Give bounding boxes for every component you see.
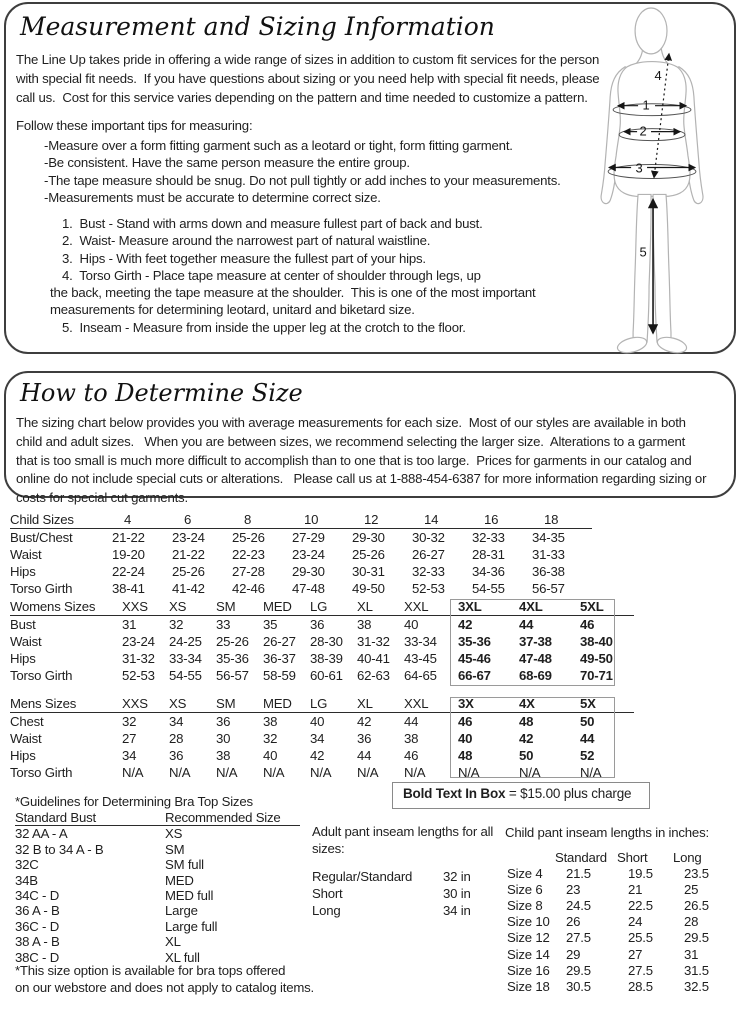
table-cell: 32.5 [684, 978, 709, 994]
table-cell: 34 [122, 748, 137, 763]
table-cell: 26.5 [684, 898, 709, 914]
table-cell: Size 18 [507, 978, 550, 994]
table-cell: 31-32 [357, 634, 390, 649]
tips-heading: Follow these important tips for measuring: [16, 118, 253, 133]
table-cell: 23-24 [122, 634, 155, 649]
table-cell: XS [169, 695, 216, 713]
table-row [507, 979, 731, 995]
table-cell: Chest [10, 714, 44, 729]
table-cell: 42 [357, 714, 372, 729]
table-cell: 23.5 [684, 866, 709, 882]
table-cell: 47-48 [292, 581, 325, 596]
table-row [10, 580, 592, 597]
table-row [507, 947, 731, 963]
table-cell: 27-28 [232, 564, 265, 579]
table-cell: 50 [519, 748, 534, 763]
table-cell: Regular/Standard [312, 869, 413, 884]
table-cell: 34B [15, 872, 38, 888]
table-cell: 34-35 [532, 530, 565, 545]
table-cell: 35 [263, 617, 278, 632]
table-cell: 37-38 [519, 634, 552, 649]
table-cell: Size 10 [507, 914, 550, 930]
table-cell: 23-24 [172, 530, 205, 545]
step-line: 1. Bust - Stand with arms down and measure fullest part of back and bust. [62, 216, 483, 231]
table-cell: 35-36 [458, 634, 491, 649]
table-cell: 32C [15, 857, 39, 873]
table-cell: XS [165, 826, 183, 842]
table-cell: 34-36 [472, 564, 505, 579]
table-cell: 56-57 [216, 668, 249, 683]
table-cell: 52-53 [412, 581, 445, 596]
table-cell: 38 [404, 731, 419, 746]
table-cell: Waist [10, 547, 42, 562]
measuring-tips-list [44, 137, 561, 206]
table-cell: 33 [216, 617, 231, 632]
table-row [10, 546, 592, 563]
table-cell: 25-26 [216, 634, 249, 649]
table-cell: 16 [472, 511, 532, 529]
table-cell: XL [357, 695, 404, 713]
table-cell: XXS [122, 695, 169, 713]
table-cell: XL [165, 934, 181, 950]
table-cell: Bust/Chest [10, 530, 73, 545]
table-cell: 40 [404, 617, 419, 632]
child-inseam-heading: Child pant inseam lengths in inches: [505, 825, 709, 840]
table-cell: 36-37 [263, 651, 296, 666]
table-cell: 42-46 [232, 581, 265, 596]
table-cell: N/A [580, 765, 602, 780]
surcharge-note [392, 782, 650, 809]
table-cell: XL full [165, 949, 200, 965]
table-cell: 38 [263, 714, 278, 729]
table-cell: 22-23 [232, 547, 265, 562]
table-cell: 28 [169, 731, 184, 746]
table-cell: 34 in [443, 903, 471, 918]
table-cell: 10 [292, 511, 352, 529]
table-row [15, 919, 300, 934]
table-cell: 25-26 [172, 564, 205, 579]
table-cell: Short [312, 886, 343, 901]
surcharge-note-bold: Bold Text In Box [403, 786, 506, 801]
table-row [507, 850, 731, 866]
table-row [10, 563, 592, 580]
table-cell: 5XL [573, 598, 634, 616]
table-cell: 26 [566, 914, 581, 930]
table-cell: 46 [404, 748, 419, 763]
hips-label: 3 [635, 160, 643, 176]
table-cell: 42 [310, 748, 325, 763]
table-cell: Waist [10, 634, 42, 649]
table-cell: 30 in [443, 886, 471, 901]
table-cell: 27 [628, 946, 643, 962]
table-cell: 40-41 [357, 651, 390, 666]
table-row [507, 866, 731, 882]
table-cell: 35-36 [216, 651, 249, 666]
table-cell: 25.5 [628, 930, 653, 946]
table-cell: 29.5 [566, 962, 591, 978]
table-cell: Size 6 [507, 882, 543, 898]
table-cell: Hips [10, 564, 36, 579]
table-cell: 36 [169, 748, 184, 763]
child-sizes-table [10, 511, 592, 597]
body-measurement-diagram [594, 4, 736, 354]
table-cell: N/A [357, 765, 379, 780]
adult-inseam-heading: Adult pant inseam lengths for all sizes: [312, 824, 497, 856]
table-cell: 28-31 [472, 547, 505, 562]
table-cell: Womens Sizes [10, 598, 122, 616]
surcharge-note-rest: = $15.00 plus charge [505, 786, 632, 801]
table-cell: 32 [263, 731, 278, 746]
step-line: 3. Hips - With feet together measure the fullest part of your hips. [62, 250, 426, 266]
table-cell: 48 [458, 748, 473, 763]
table-cell: 32 [122, 714, 137, 729]
table-cell: 44 [519, 617, 534, 632]
table-row [15, 903, 300, 918]
table-cell: XS [169, 598, 216, 616]
child-inseam-table [507, 850, 731, 995]
table-cell: 38-41 [112, 581, 145, 596]
table-cell: 3X [451, 695, 512, 713]
tip-line: -Be consistent. Have the same person measure the entire group. [44, 155, 410, 171]
table-row [507, 898, 731, 914]
table-row [507, 882, 731, 898]
table-cell: 19.5 [628, 866, 653, 882]
table-cell: MED [263, 695, 310, 713]
table-cell: 8 [232, 511, 292, 529]
table-row [312, 902, 503, 919]
table-cell: 44 [580, 731, 595, 746]
table-cell: Torso Girth [10, 581, 73, 596]
table-row [10, 511, 592, 529]
table-cell: N/A [519, 765, 541, 780]
table-cell: 32 AA - A [15, 826, 68, 842]
table-cell: Torso Girth [10, 668, 73, 683]
table-row [15, 842, 300, 857]
table-cell: 27.5 [566, 930, 591, 946]
table-cell: 38-40 [580, 634, 613, 649]
table-cell: 36-38 [532, 564, 565, 579]
table-cell: 28.5 [628, 978, 653, 994]
table-cell: 49-50 [352, 581, 385, 596]
table-cell: 42 [519, 731, 534, 746]
table-cell: 36C - D [15, 918, 60, 934]
step-line: the back, meeting the tape measure at the shoulder. This is one of the most important [50, 285, 536, 301]
table-cell: Child Sizes [10, 511, 112, 529]
table-cell: 26-27 [412, 547, 445, 562]
table-cell: 21 [628, 882, 643, 898]
table-cell: 23-24 [292, 547, 325, 562]
table-cell: N/A [310, 765, 332, 780]
table-cell: 46 [580, 617, 595, 632]
table-cell: 30.5 [566, 978, 591, 994]
table-cell: 36 [310, 617, 325, 632]
table-cell: 40 [458, 731, 473, 746]
table-cell: 40 [310, 714, 325, 729]
table-cell: Standard [555, 850, 607, 865]
table-cell: 31 [684, 946, 699, 962]
table-cell: 66-67 [458, 668, 491, 683]
tip-line: -The tape measure should be snug. Do not pull tightly or add inches to your measurements. [44, 172, 561, 188]
table-cell: LG [310, 695, 357, 713]
table-cell: 27.5 [628, 962, 653, 978]
table-cell: Size 8 [507, 898, 543, 914]
inseam-label: 5 [639, 244, 647, 260]
table-row [312, 868, 503, 885]
determine-size-panel [4, 371, 736, 506]
table-cell: SM full [165, 857, 204, 873]
table-cell: Size 16 [507, 962, 550, 978]
table-cell: 12 [352, 511, 412, 529]
table-cell: Long [673, 850, 702, 865]
table-cell: Size 12 [507, 930, 550, 946]
table-cell: 33-34 [169, 651, 202, 666]
table-cell: 45-46 [458, 651, 491, 666]
table-cell: Short [617, 850, 648, 865]
table-cell: 24 [628, 914, 643, 930]
table-cell: 44 [357, 748, 372, 763]
table-row [507, 914, 731, 930]
table-cell: 36 A - B [15, 903, 60, 919]
table-cell: 6 [172, 511, 232, 529]
table-cell: Waist [10, 731, 42, 746]
table-cell: 47-48 [519, 651, 552, 666]
table-cell: 28 [684, 914, 699, 930]
table-cell: 49-50 [580, 651, 613, 666]
table-cell: 48 [519, 714, 534, 729]
table-cell: 22.5 [628, 898, 653, 914]
table-cell: 58-59 [263, 668, 296, 683]
tip-line: -Measurements must be accurate to determine correct size. [44, 189, 381, 205]
table-cell: Hips [10, 651, 36, 666]
table-row [10, 529, 592, 547]
table-cell: Mens Sizes [10, 695, 122, 713]
table-cell: LG [310, 598, 357, 616]
table-cell: 21-22 [112, 530, 145, 545]
table-cell: 44 [404, 714, 419, 729]
table-cell: 34 [169, 714, 184, 729]
table-cell: 21.5 [566, 866, 591, 882]
table-cell: Long [312, 903, 341, 918]
table-cell: Recommended Size [165, 810, 300, 826]
determine-size-paragraph: The sizing chart below provides you with average measurements for each size. Most of our styles are available in both child and adult sizes. When you are between sizes, we recommend selecting the larger size. Alterations to a garment that is too small is much more difficult to accomplish than to one that is too large. Prices for garments in our catalog and online do not include special cuts or alterations. Please call us at 1-888-454-6387 for more information regarding sizing or costs for special cut garments. [16, 415, 710, 506]
bra-footnote-line: on our webstore and does not apply to catalog items. [15, 980, 314, 995]
table-cell: 32 [169, 617, 184, 632]
table-row [15, 934, 300, 949]
table-cell: N/A [169, 765, 191, 780]
step-line: 5. Inseam - Measure from inside the upper leg at the crotch to the floor. [62, 319, 466, 335]
table-row [15, 810, 300, 826]
table-cell: 4 [112, 511, 172, 529]
table-cell: 30 [216, 731, 231, 746]
table-cell: 14 [412, 511, 472, 529]
table-cell: 34 [310, 731, 325, 746]
table-cell: 38C - D [15, 949, 60, 965]
table-cell: 41-42 [172, 581, 205, 596]
table-cell: 46 [458, 714, 473, 729]
table-cell: XXL [404, 598, 451, 616]
table-cell: 30-32 [412, 530, 445, 545]
table-cell: 36 [357, 731, 372, 746]
table-cell: 19-20 [112, 547, 145, 562]
table-cell: 3XL [451, 598, 512, 616]
table-cell: 68-69 [519, 668, 552, 683]
table-cell: N/A [404, 765, 426, 780]
table-cell: 28-30 [310, 634, 343, 649]
table-cell: 29 [566, 946, 581, 962]
table-cell: 29.5 [684, 930, 709, 946]
womens-plus-size-box [450, 599, 615, 686]
table-cell: 38 [357, 617, 372, 632]
table-cell: 32-33 [412, 564, 445, 579]
step-line: 2. Waist- Measure around the narrowest part of natural waistline. [62, 233, 431, 249]
table-cell: 23 [566, 882, 581, 898]
measurement-panel-title: Measurement and Sizing Information [20, 12, 495, 41]
table-cell: N/A [263, 765, 285, 780]
table-cell: 29-30 [352, 530, 385, 545]
table-cell: 27-29 [292, 530, 325, 545]
table-cell: XL [357, 598, 404, 616]
table-row [15, 826, 300, 842]
table-cell: MED [165, 872, 194, 888]
table-cell: 24.5 [566, 898, 591, 914]
table-cell: 56-57 [532, 581, 565, 596]
table-cell: 33-34 [404, 634, 437, 649]
table-cell: 5X [573, 695, 634, 713]
table-cell: 31.5 [684, 962, 709, 978]
table-cell: XXL [404, 695, 451, 713]
table-cell: 34C - D [15, 888, 60, 904]
bra-guidelines-heading: *Guidelines for Determining Bra Top Sizes [15, 794, 253, 809]
adult-inseam-table [312, 868, 503, 919]
table-cell [507, 850, 555, 866]
table-cell: 31 [122, 617, 137, 632]
table-cell: 54-55 [472, 581, 505, 596]
table-cell: 54-55 [169, 668, 202, 683]
table-cell: N/A [122, 765, 144, 780]
table-cell: 29-30 [292, 564, 325, 579]
table-row [15, 873, 300, 888]
table-cell: 31-32 [122, 651, 155, 666]
table-cell: SM [216, 598, 263, 616]
table-cell: 43-45 [404, 651, 437, 666]
table-row [507, 963, 731, 979]
step-line: measurements for determining leotard, unitard and biketard size. [50, 302, 415, 318]
table-cell: 25 [684, 882, 699, 898]
table-cell: N/A [458, 765, 480, 780]
body-outline [601, 8, 703, 354]
table-cell: 25-26 [232, 530, 265, 545]
table-cell: 36 [216, 714, 231, 729]
intro-paragraph: The Line Up takes pride in offering a wide range of sizes in addition to custom fit services for the person with special fit needs. If you have questions about sizing or you need help with special fit needs, please call us. Cost for this service varies depending on the pattern and time needed to customize a pattern. [16, 52, 603, 105]
torso-girth-label: 4 [654, 67, 662, 83]
table-row [15, 888, 300, 903]
table-cell: 30-31 [352, 564, 385, 579]
table-cell: Size 4 [507, 866, 543, 882]
table-cell: 18 [532, 511, 592, 529]
table-cell: 32 B to 34 A - B [15, 841, 104, 857]
table-cell: 21-22 [172, 547, 205, 562]
table-cell: 38-39 [310, 651, 343, 666]
table-cell: 38 [216, 748, 231, 763]
table-cell: 31-33 [532, 547, 565, 562]
table-cell: 60-61 [310, 668, 343, 683]
table-cell: MED [263, 598, 310, 616]
step-line: 4. Torso Girth - Place tape measure at center of shoulder through legs, up [62, 267, 481, 283]
table-cell: 62-63 [357, 668, 390, 683]
table-cell: 22-24 [112, 564, 145, 579]
table-cell: 24-25 [169, 634, 202, 649]
table-cell: 70-71 [580, 668, 613, 683]
table-cell: 40 [263, 748, 278, 763]
table-cell: MED full [165, 888, 214, 904]
waist-label: 2 [639, 123, 647, 139]
table-cell: N/A [216, 765, 238, 780]
table-cell: 4XL [512, 598, 573, 616]
table-cell: 26-27 [263, 634, 296, 649]
table-cell: 64-65 [404, 668, 437, 683]
table-cell: XXS [122, 598, 169, 616]
table-cell: Hips [10, 748, 36, 763]
table-cell: SM [165, 841, 185, 857]
table-cell: 4X [512, 695, 573, 713]
table-cell: 32-33 [472, 530, 505, 545]
table-row [312, 885, 503, 902]
table-cell: Large [165, 903, 198, 919]
determine-size-title: How to Determine Size [20, 379, 303, 407]
bra-footnote-line: *This size option is available for bra tops offered [15, 963, 286, 978]
mens-plus-size-box [450, 697, 615, 778]
table-cell: 27 [122, 731, 137, 746]
table-row [15, 857, 300, 872]
table-cell: 42 [458, 617, 473, 632]
table-cell: SM [216, 695, 263, 713]
measurement-steps-list [50, 215, 536, 336]
table-cell: Size 14 [507, 946, 550, 962]
table-cell: Large full [165, 918, 218, 934]
table-cell: Bust [10, 617, 36, 632]
bust-label: 1 [642, 97, 650, 113]
table-row [507, 930, 731, 946]
tip-line: -Measure over a form fitting garment such as a leotard or tight, form fitting garment. [44, 138, 513, 153]
table-cell: Torso Girth [10, 765, 73, 780]
measurement-info-panel [4, 2, 736, 354]
table-cell: 52 [580, 748, 595, 763]
table-cell: 50 [580, 714, 595, 729]
table-cell: 32 in [443, 869, 471, 884]
bra-size-table [15, 810, 300, 965]
table-cell: 25-26 [352, 547, 385, 562]
table-cell: 52-53 [122, 668, 155, 683]
table-cell: 38 A - B [15, 934, 60, 950]
table-cell: Standard Bust [15, 810, 165, 826]
